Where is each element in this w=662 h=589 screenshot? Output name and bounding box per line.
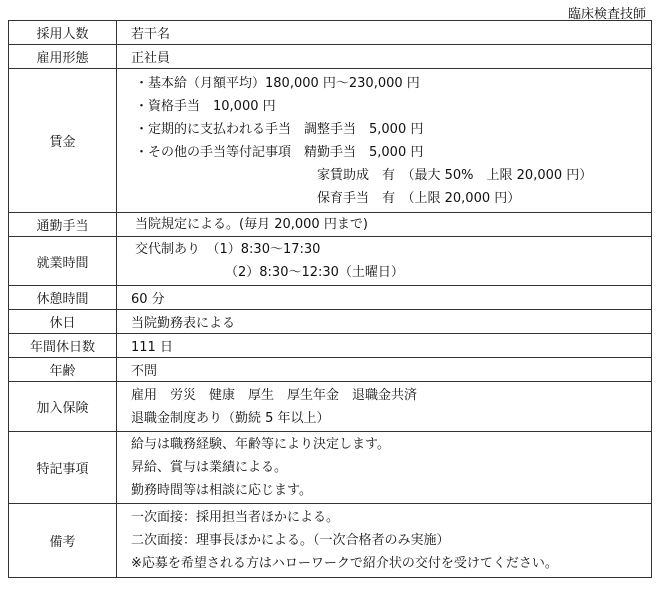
row-headcount — [9, 21, 652, 45]
row-age — [9, 358, 652, 382]
special-hours: 勤務時間等は相談に応じます。 — [131, 483, 312, 498]
label-hours: 就業時間 — [9, 237, 117, 286]
value-break: 60 分 — [117, 286, 652, 310]
wage-childcare: 保育手当 有 （上限 20,000 円） — [317, 190, 521, 206]
recruitment-table — [8, 20, 652, 578]
wage-housing: 家賃助成 有 （最大 50% 上限 20,000 円） — [317, 167, 593, 183]
value-special — [117, 432, 652, 504]
value-holiday: 当院勤務表による — [117, 310, 652, 334]
notes-application: ※応募を希望される方はハローワークで紹介状の交付を受けてください。 — [131, 556, 558, 571]
value-commute — [117, 213, 652, 237]
label-notes: 備考 — [9, 504, 117, 578]
row-insurance — [9, 382, 652, 432]
row-commute — [9, 213, 652, 237]
notes-second-interview: 二次面接：理事長ほかによる。（一次合格者のみ実施） — [131, 533, 450, 548]
row-special — [9, 432, 652, 504]
row-annual-holidays — [9, 334, 652, 358]
row-wage — [9, 69, 652, 213]
row-break — [9, 286, 652, 310]
special-salary: 給与は職務経験、年齢等により決定します。 — [131, 437, 390, 452]
value-annual-holidays: 111 日 — [117, 334, 652, 358]
label-holiday: 休日 — [9, 310, 117, 334]
job-title: 臨床検査技師 — [567, 7, 646, 22]
insurance-types: 雇用 労災 健康 厚生 厚生年金 退職金共済 — [131, 387, 418, 403]
insurance-retirement: 退職金制度あり（勤続 5 年以上） — [131, 410, 330, 426]
row-holiday — [9, 310, 652, 334]
row-employment — [9, 45, 652, 69]
label-age: 年齢 — [9, 358, 117, 382]
notes-first-interview: 一次面接：採用担当者ほかによる。 — [131, 510, 340, 525]
value-notes — [117, 504, 652, 578]
value-insurance — [117, 382, 652, 432]
row-hours — [9, 237, 652, 286]
label-employment: 雇用形態 — [9, 45, 117, 69]
row-notes — [9, 504, 652, 578]
value-wage — [117, 69, 652, 213]
value-age: 不問 — [117, 358, 652, 382]
hours-shift-2: （2）8:30～12:30（土曜日） — [225, 265, 404, 280]
label-wage: 賃金 — [9, 69, 117, 213]
wage-attendance: ・その他の手当等付記事項 精勤手当 5,000 円 — [135, 144, 424, 160]
wage-qualification: ・資格手当 10,000 円 — [135, 98, 276, 114]
hours-shift-1: 交代制あり （1）8:30～17:30 — [135, 242, 321, 257]
label-headcount: 採用人数 — [9, 21, 117, 45]
label-annual-holidays: 年間休日数 — [9, 334, 117, 358]
value-employment: 正社員 — [117, 45, 652, 69]
label-special: 特記事項 — [9, 432, 117, 504]
label-insurance: 加入保険 — [9, 382, 117, 432]
wage-adjustment: ・定期的に支払われる手当 調整手当 5,000 円 — [135, 121, 424, 137]
value-hours — [117, 237, 652, 286]
commute-text: 当院規定による。(毎月 20,000 円まで) — [135, 217, 368, 232]
value-headcount: 若干名 — [117, 21, 652, 45]
label-commute: 通勤手当 — [9, 213, 117, 237]
wage-base: ・基本給（月額平均）180,000 円～230,000 円 — [135, 75, 420, 91]
label-break: 休憩時間 — [9, 286, 117, 310]
special-raise: 昇給、賞与は業績による。 — [131, 460, 288, 475]
